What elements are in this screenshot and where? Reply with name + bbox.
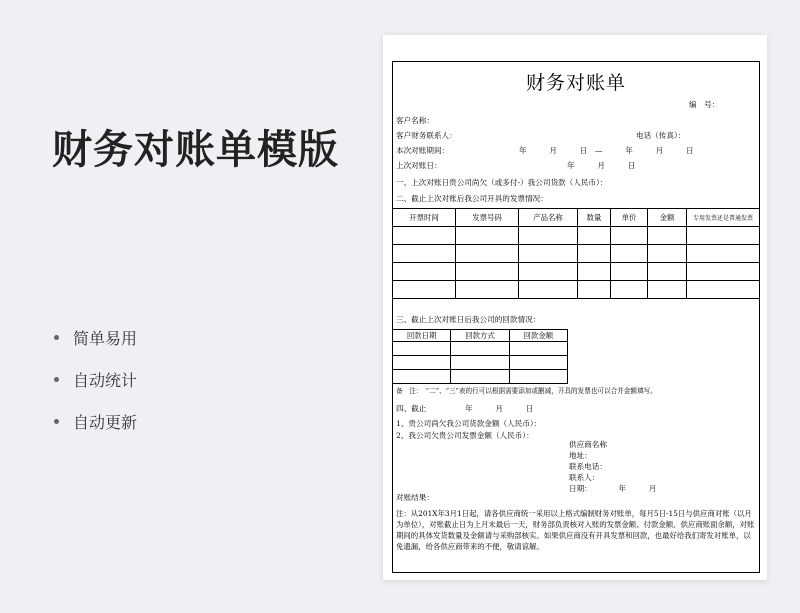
last-date-value: 年 月 日 [567,161,636,170]
statement-sheet [392,61,760,573]
payment-cell [393,342,451,356]
invoice-cell [648,281,687,299]
feature-item: 自动统计 [54,358,137,400]
invoice-cell [611,227,648,245]
invoice-cell [687,245,760,263]
invoice-cell [456,281,519,299]
invoice-header-cell: 金额 [648,209,687,227]
payment-row [393,370,568,384]
invoice-cell [578,245,611,263]
remark: 备 注： “二”、“三”表的行可以根据需要添加或删减，开具的发票也可以合并金额填写。 [396,387,657,395]
invoice-cell [456,245,519,263]
invoice-cell [611,245,648,263]
payment-cell [393,356,451,370]
payment-cell [451,370,509,384]
notice-text: 注：从201X年3月1日起，请各供应商统一采用以上格式编制财务对账单，每月5日-15日与供应商对账（以月为单位），对账截止日为上月末最后一天，财务部负责核对入账的发票金额、付款金额、供应商账面余额，对账期间的具体发货数量及金额请与采购部核实。如果供应商没有开具发票和回款，也最好给我们寄发对账单，以免遗漏，给各供应商带来的不便，敬请谅解。 [396,509,755,551]
section-1: 一、上次对账日贵公司尚欠（或多付-）我公司货款（人民币）： [396,178,608,187]
bullet-icon [54,419,59,424]
supplier-date-label: 日期： 年 月 [569,484,657,493]
invoice-cell [687,281,760,299]
invoice-row [393,263,760,281]
payment-row [393,342,568,356]
invoice-cell [578,281,611,299]
payment-header-cell: 回款方式 [451,330,509,342]
payment-cell [451,342,509,356]
payment-row [393,356,568,370]
invoice-cell [456,263,519,281]
invoice-header-row [393,209,760,227]
invoice-cell [519,245,578,263]
invoice-header-cell: 专用发票还是普通发票 [687,209,760,227]
supplier-name-label: 供应商名称 [569,440,607,449]
invoice-cell [648,227,687,245]
invoice-row [393,227,760,245]
invoice-header-cell: 产品名称 [519,209,578,227]
invoice-cell [611,281,648,299]
invoice-header-cell: 发票号码 [456,209,519,227]
supplier-address-label: 地址： [569,451,592,460]
payment-table [392,329,568,384]
payment-cell [451,356,509,370]
bullet-icon [54,335,59,340]
supplier-phone-label: 联系电话： [569,462,607,471]
customer-contact-label: 客户财务联系人： [396,131,457,140]
invoice-cell [648,263,687,281]
payment-cell [393,370,451,384]
invoice-cell [393,263,456,281]
section-2: 二、截止上次对账后我公司开具的发票情况： [396,194,548,203]
invoice-cell [393,245,456,263]
payment-cell [509,356,567,370]
invoice-header-cell: 开票时间 [393,209,456,227]
payment-header-cell: 回款金额 [509,330,567,342]
invoice-table [392,208,760,299]
payment-cell [509,342,567,356]
number-label: 编 号： [689,100,720,109]
feature-list [54,316,137,442]
invoice-header-cell: 数量 [578,209,611,227]
invoice-cell [519,263,578,281]
payment-cell [509,370,567,384]
invoice-row [393,281,760,299]
item-1: 1、贵公司尚欠我公司货款金额（人民币）： [396,419,542,428]
payment-header-row [393,330,568,342]
document-preview [383,35,767,580]
phone-fax-label: 电话（传真）： [636,131,686,140]
section-4-dates: 年 月 日 [465,404,534,413]
payment-header-cell: 回款日期 [393,330,451,342]
invoice-cell [456,227,519,245]
item-2: 2、我公司欠贵公司发票金额（人民币）： [396,431,534,440]
section-3: 三、截止上次对账日后我公司的回款情况： [396,315,541,324]
feature-item: 自动更新 [54,400,137,442]
invoice-cell [578,227,611,245]
supplier-contact-label: 联系人： [569,473,600,482]
result-label: 对账结果： [396,493,434,502]
invoice-cell [611,263,648,281]
doc-title: 财务对账单 [525,72,626,94]
invoice-cell [519,227,578,245]
period-dates: 年 月 日 — 年 月 日 [519,146,694,155]
invoice-cell [519,281,578,299]
section-4-label: 四、截止 [396,404,427,413]
invoice-row [393,245,760,263]
customer-name-label: 客户名称： [396,116,434,125]
bullet-icon [54,377,59,382]
last-date-label: 上次对账日： [396,161,442,170]
period-label: 本次对账期间： [396,146,450,155]
invoice-cell [648,245,687,263]
invoice-cell [393,227,456,245]
invoice-cell [687,227,760,245]
invoice-cell [393,281,456,299]
feature-item: 简单易用 [54,316,137,358]
invoice-cell [687,263,760,281]
invoice-cell [578,263,611,281]
template-title: 财务对账单模版 [52,127,339,173]
invoice-header-cell: 单价 [611,209,648,227]
